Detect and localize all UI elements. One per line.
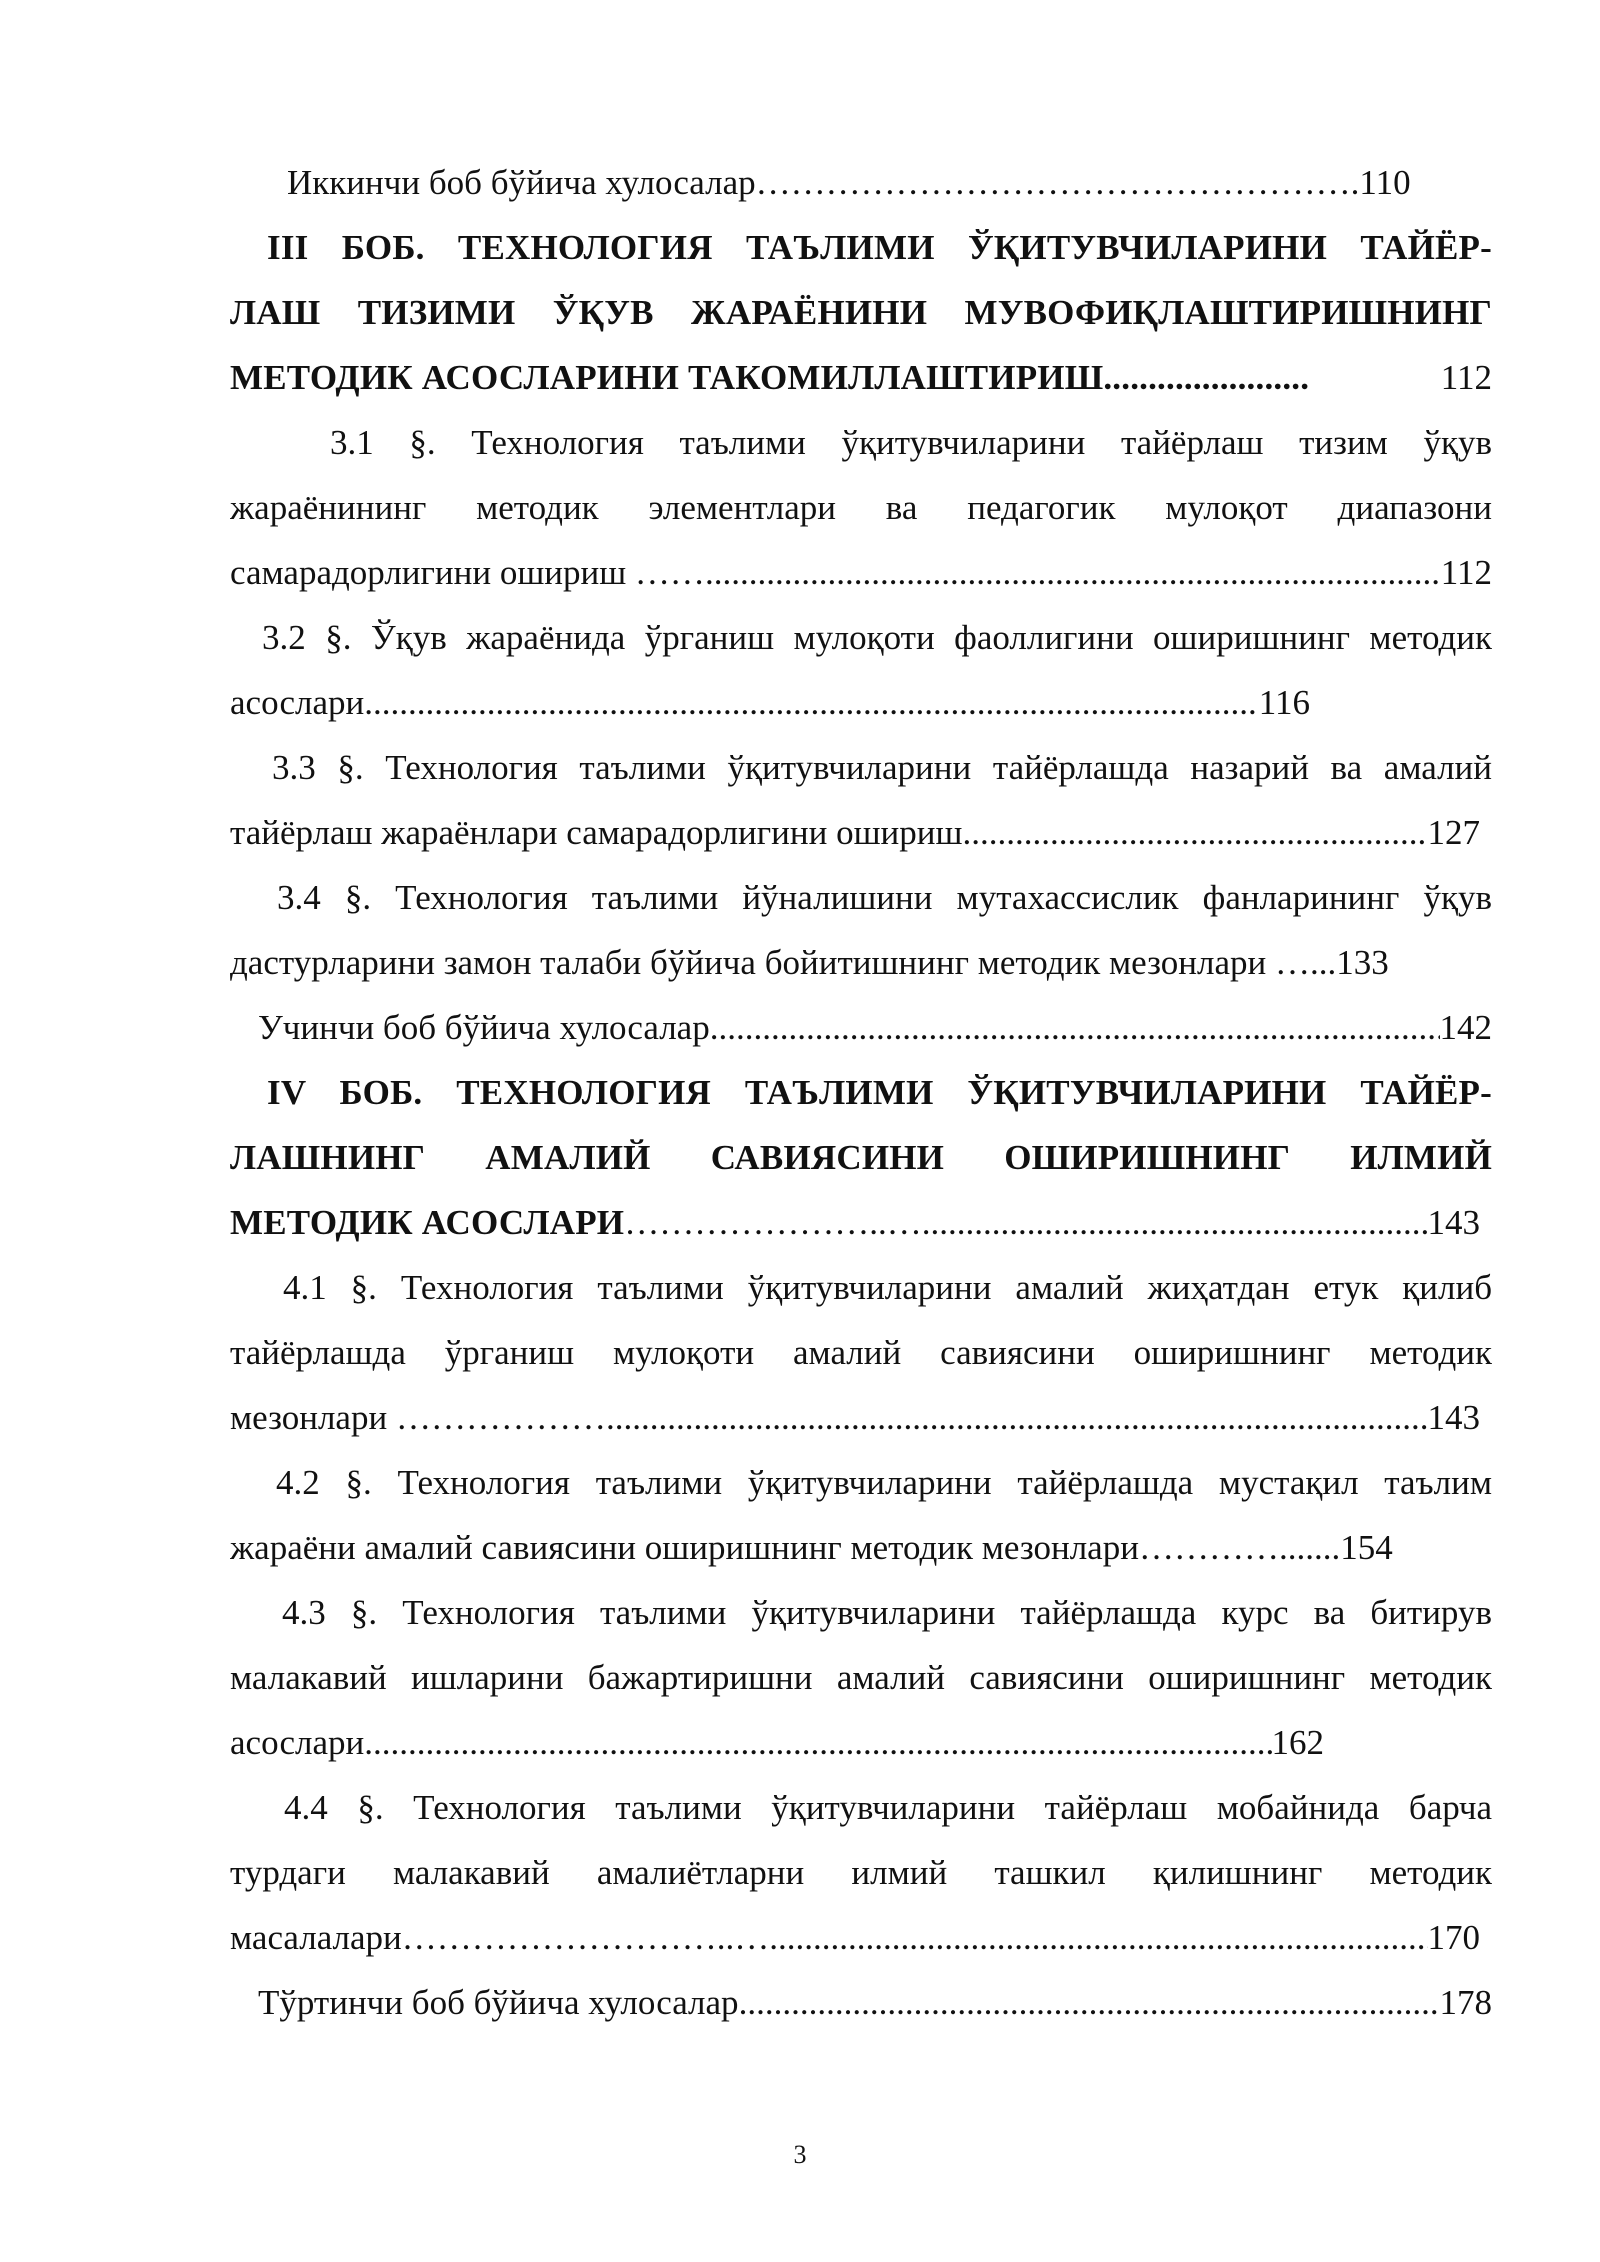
- toc-chapter-4-line1: IV БОБ. ТЕХНОЛОГИЯ ТАЪЛИМИ ЎҚИТУВЧИЛАРИНИ ТАЙЁР-: [267, 1073, 1492, 1112]
- toc-section-4-1-line1: 4.1 §. Технология таълими ўқитувчиларини амалий жиҳатдан етук қилиб: [283, 1268, 1492, 1307]
- toc-entry-page: 154: [1340, 1528, 1393, 1567]
- toc-entry-text: самарадорлигини ошириш ……: [230, 553, 705, 592]
- toc-section-4-4-line3: [230, 1905, 1480, 1970]
- toc-section-3-1-line1: 3.1 §. Технология таълими ўқитувчиларини тайёрлаш тизим ўқув: [330, 423, 1492, 462]
- toc-dot-leader: [364, 670, 1259, 735]
- toc-entry-page: 112: [1440, 358, 1492, 397]
- toc-entry-page: 178: [1439, 1983, 1492, 2022]
- toc-entry-text: дастурларини замон талаби бўйича бойитишнинг методик мезонлари …...: [230, 943, 1337, 982]
- toc-entry-page: 143: [1427, 1398, 1480, 1437]
- toc-dot-leader: [962, 800, 1427, 865]
- toc-entry-text: тайёрлаш жараёнлари самарадорлигини ошириш: [230, 813, 963, 852]
- toc-chapter-3-line3: [230, 345, 1492, 410]
- toc-entry-ch2-summary: [230, 150, 1492, 215]
- toc-entry-text: мезонлари ………………: [230, 1398, 606, 1437]
- toc-section-3-2-line1: 3.2 §. Ўқув жараёнида ўрганиш мулоқоти фаоллигини оширишнинг методик: [262, 618, 1492, 657]
- toc-dot-leader: [705, 540, 1441, 605]
- toc-entry-ch3-summary: [230, 995, 1492, 1060]
- toc-section-3-4-line1: 3.4 §. Технология таълими йўналишини мутахассислик фанларининг ўқув: [277, 878, 1492, 917]
- toc-entry-text: асослари: [230, 683, 365, 722]
- toc-entry-text: жараёни амалий савиясини оширишнинг методик мезонлари………….......: [230, 1528, 1341, 1567]
- toc-entry-page: 133: [1336, 943, 1389, 982]
- toc-chapter-4-line3: [230, 1190, 1480, 1255]
- toc-chapter-4-title-end: МЕТОДИК АСОСЛАРИ: [230, 1203, 625, 1242]
- toc-entry-ch4-summary: [230, 1970, 1492, 2035]
- toc-entry-text: Иккинчи боб бўйича хулосалар…………………………………………….: [287, 163, 1360, 202]
- toc-entry-page: 162: [1271, 1723, 1324, 1762]
- toc-section-3-4-line2: [230, 930, 1492, 995]
- toc-entry-page: 110: [1359, 163, 1411, 202]
- toc-entry-page: 112: [1440, 553, 1492, 592]
- toc-chapter-3-line1: III БОБ. ТЕХНОЛОГИЯ ТАЪЛИМИ ЎҚИТУВЧИЛАРИНИ ТАЙЁР-: [267, 228, 1492, 267]
- toc-section-4-2-line1: 4.2 §. Технология таълими ўқитувчиларини тайёрлашда мустақил таълим: [276, 1463, 1492, 1502]
- toc-section-4-1-line3: [230, 1385, 1480, 1450]
- toc-dot-leader: [364, 1710, 1271, 1775]
- toc-section-3-1-line2: жараёнининг методик элементлари ва педагогик мулоқот диапазони: [230, 488, 1492, 527]
- toc-entry-page: 170: [1427, 1918, 1480, 1957]
- toc-section-4-3-line1: 4.3 §. Технология таълими ўқитувчиларини тайёрлашда курс ва битирув: [282, 1593, 1492, 1632]
- toc-chapter-4-line2: ЛАШНИНГ АМАЛИЙ САВИЯСИНИ ОШИРИШНИНГ ИЛМИЙ: [230, 1138, 1492, 1177]
- toc-entry-page: 142: [1439, 1008, 1492, 1047]
- toc-dot-leader: [606, 1385, 1428, 1450]
- toc-section-4-3-line3: [230, 1710, 1324, 1775]
- toc-section-3-1-line3: [230, 540, 1492, 605]
- toc-chapter-3-line2: ЛАШ ТИЗИМИ ЎҚУВ ЖАРАЁНИНИ МУВОФИҚЛАШТИРИШНИНГ: [230, 293, 1492, 332]
- toc-section-4-3-line2: малакавий ишларини бажартиришни амалий савиясини оширишнинг методик: [230, 1658, 1492, 1697]
- toc-entry-text: асослари: [230, 1723, 365, 1762]
- toc-entry-page: 127: [1427, 813, 1480, 852]
- toc-chapter-3-title-end: МЕТОДИК АСОСЛАРИНИ ТАКОМИЛЛАШТИРИШ.......................: [230, 358, 1310, 397]
- toc-entry-text: Тўртинчи боб бўйича хулосалар: [258, 1983, 739, 2022]
- toc-section-3-2-line2: [230, 670, 1310, 735]
- toc-dot-leader: [710, 995, 1440, 1060]
- toc-entry-text: масалалари………………………..…: [230, 1918, 770, 1957]
- toc-entry-page: 116: [1258, 683, 1310, 722]
- toc-section-4-4-line2: турдаги малакавий амалиётларни илмий ташкил қилишнинг методик: [230, 1853, 1492, 1892]
- toc-section-3-3-line2: [230, 800, 1480, 865]
- toc-ellipsis: …………………..…: [624, 1203, 922, 1242]
- toc-dot-leader: [739, 1970, 1440, 2035]
- toc-dot-leader: [769, 1905, 1427, 1970]
- toc-section-4-4-line1: 4.4 §. Технология таълими ўқитувчиларини тайёрлаш мобайнида барча: [284, 1788, 1492, 1827]
- table-of-contents: [230, 150, 1492, 2035]
- toc-section-3-3-line1: 3.3 §. Технология таълими ўқитувчиларини тайёрлашда назарий ва амалий: [272, 748, 1492, 787]
- page-number: 3: [793, 2140, 807, 2169]
- toc-section-4-1-line2: тайёрлашда ўрганиш мулоқоти амалий савиясини оширишнинг методик: [230, 1333, 1492, 1372]
- toc-section-4-2-line2: [230, 1515, 1492, 1580]
- toc-entry-text: Учинчи боб бўйича хулосалар: [258, 1008, 710, 1047]
- toc-entry-page: 143: [1427, 1203, 1480, 1242]
- toc-dot-leader: [922, 1190, 1428, 1255]
